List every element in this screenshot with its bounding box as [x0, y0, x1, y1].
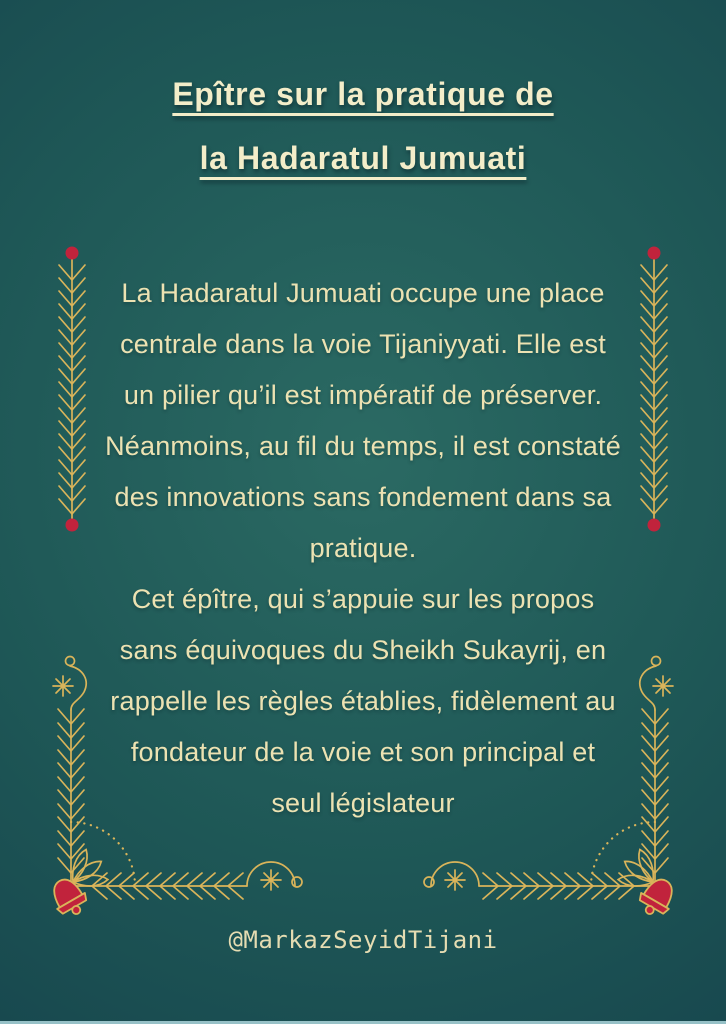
body-text-line: sans équivoques du Sheikh Sukayrij, en — [119, 635, 607, 665]
title-line-2: la Hadaratul Jumuati — [199, 140, 527, 176]
body-text-line: rappelle les règles établies, fidèlement au — [110, 686, 616, 716]
title-line-1: Epître sur la pratique de — [172, 76, 554, 112]
page-title — [0, 62, 726, 190]
body-text-line: fondateur de la voie et son principal et — [130, 737, 596, 767]
body-text-line: seul législateur — [271, 788, 455, 818]
bottom-left-corner-ornament — [20, 646, 320, 918]
body-text-line: pratique. — [309, 533, 417, 563]
body-text-line: La Hadaratul Jumuati occupe une place — [121, 278, 605, 308]
footer-handle: @MarkazSeyidTijani — [228, 926, 498, 954]
bottom-right-corner-ornament — [406, 646, 706, 918]
body-text-line: Néanmoins, au fil du temps, il est constaté — [105, 431, 621, 461]
body-text-line: Cet épître, qui s’appuie sur les propos — [131, 584, 595, 614]
body-text-line: centrale dans la voie Tijaniyyati. Elle est — [120, 329, 606, 359]
body-text-line: un pilier qu’il est impératif de préserver. — [123, 380, 603, 410]
body-text-line: des innovations sans fondement dans sa — [114, 482, 612, 512]
